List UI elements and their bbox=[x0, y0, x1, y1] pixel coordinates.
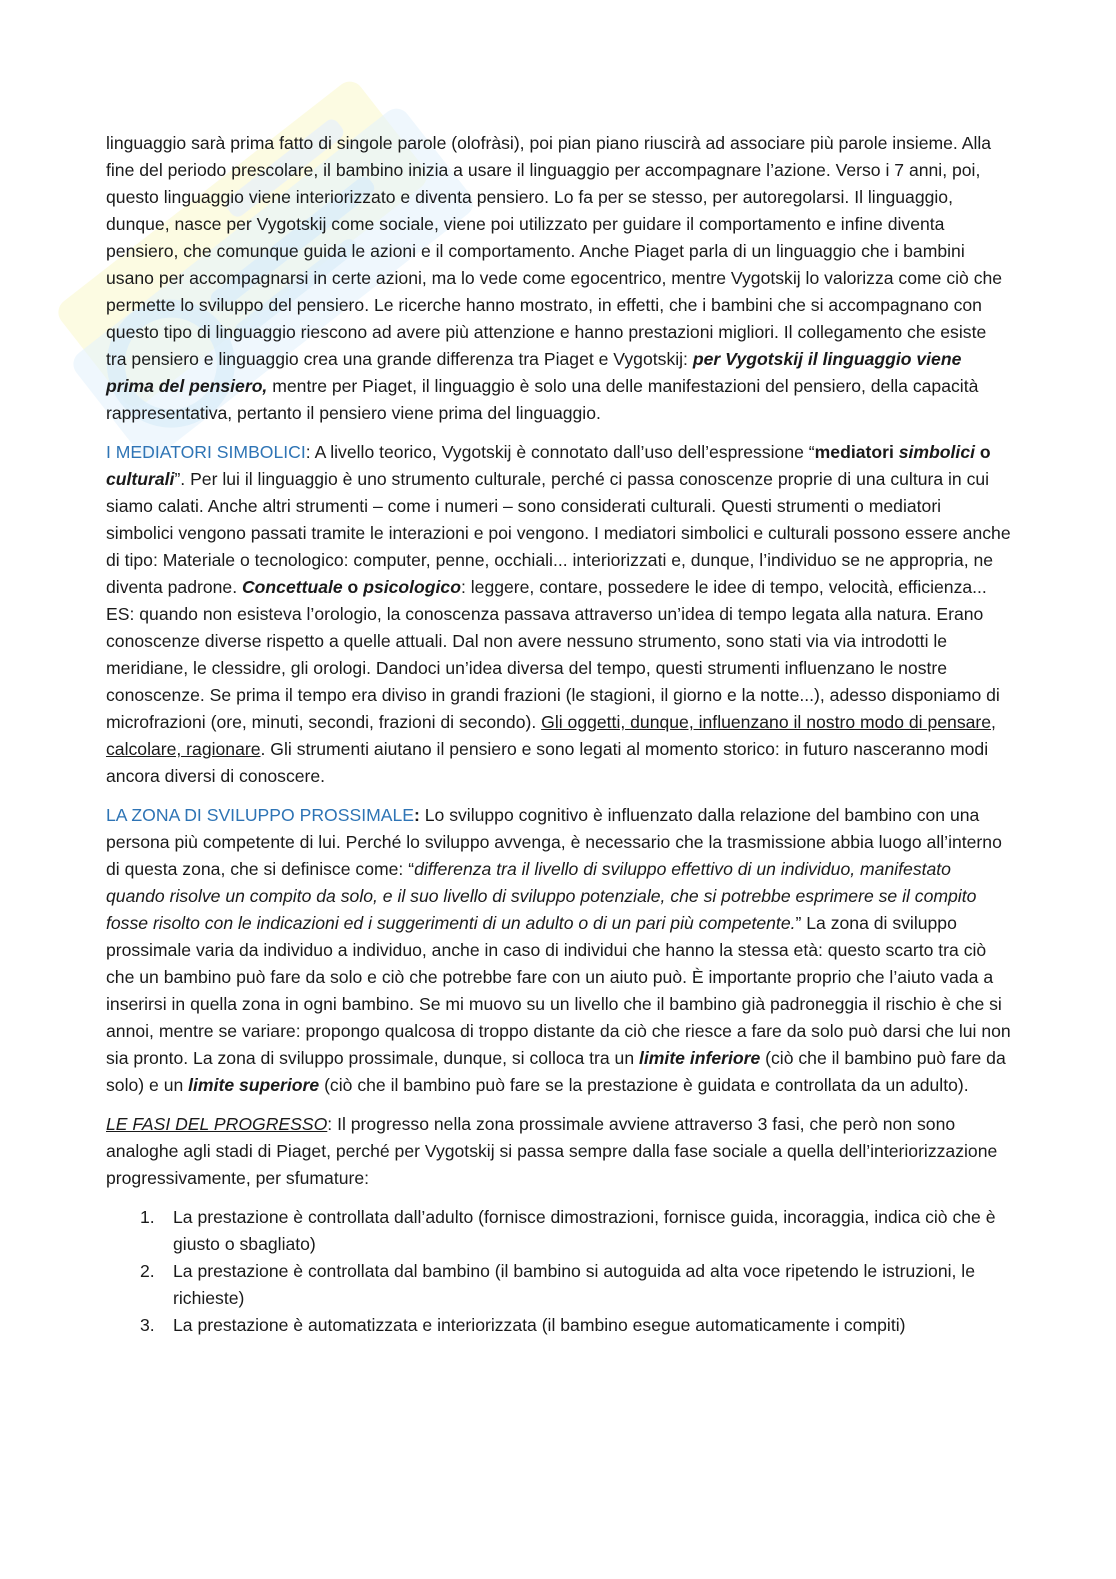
heading-colon: : bbox=[414, 805, 420, 825]
list-number: 3. bbox=[140, 1315, 155, 1335]
list-text: La prestazione è controllata dall’adulto (fornisce dimostrazioni, fornisce guida, incoraggia, indica ciò che è giusto o sbagliato) bbox=[173, 1207, 996, 1254]
list-text: La prestazione è automatizzata e interiorizzata (il bambino esegue automaticamente i compiti) bbox=[173, 1315, 906, 1335]
bold-term: limite inferiore bbox=[639, 1048, 761, 1068]
underlined-text: Gli oggetti, dunque, influenzano il nostro modo di pensare, calcolare, ragionare bbox=[106, 712, 996, 759]
emphasis-text: per Vygotskij il linguaggio viene prima del pensiero, bbox=[106, 349, 962, 396]
bold-term: simbolici bbox=[898, 442, 975, 462]
paragraph-fasi bbox=[106, 1111, 1011, 1192]
paragraph-text: ”. Per lui il linguaggio è uno strumento culturale, perché ci passa conoscenze proprie di una cultura in cui siamo calati. Anche altri strumenti – come i numeri – sono considerati culturali. Questi strumenti o mediatori simbolici vengono passati tramite le interazioni e poi vengono. I mediatori simbolici e culturali possono essere anche di tipo: Materiale o tecnologico: computer, penne, occhiali... interiorizzati e, dunque, l’individuo se ne appropria, ne diventa padrone. bbox=[106, 469, 1011, 597]
list-number: 2. bbox=[140, 1261, 155, 1281]
paragraph-text: . Gli strumenti aiutano il pensiero e sono legati al momento storico: in futuro nasceranno modi ancora diversi di conoscere. bbox=[106, 739, 989, 786]
list-text: La prestazione è controllata dal bambino (il bambino si autoguida ad alta voce ripetendo le istruzioni, le richieste) bbox=[173, 1261, 975, 1308]
paragraph-text: ” La zona di sviluppo prossimale varia da individuo a individuo, anche in caso di individui che hanno la stessa età: questo scarto tra ciò che un bambino può fare da solo e ciò che potrebbe fare con un aiuto può. È importante proprio che l’aiuto vada a inserirsi in quella zona in ogni bambino. Se mi muovo su un livello che il bambino già padroneggia il rischio è che si annoi, mentre se variare: propongo qualcosa di troppo distante da ciò che riesce a fare da solo può darsi che lui non sia pronto. La zona di sviluppo prossimale, dunque, si colloca tra un bbox=[106, 913, 1011, 1068]
bold-term: psicologico bbox=[363, 577, 461, 597]
paragraph-mediatori bbox=[106, 439, 1011, 790]
bold-term: limite superiore bbox=[188, 1075, 320, 1095]
paragraph-zona-sviluppo bbox=[106, 802, 1011, 1099]
paragraph-text: (ciò che il bambino può fare se la prestazione è guidata e controllata da un adulto). bbox=[319, 1075, 969, 1095]
paragraph-text: : leggere, contare, possedere le idee di tempo, velocità, efficienza... ES: quando non esisteva l’orologio, la conoscenza passava attraverso un’idea di tempo legata alla natura. Erano conoscenze diverse rispetto a quelle attuali. Dal non avere nessuno strumento, sono stati via via introdotti le meridiane, le clessidre, gli orologi. Dandoci un’idea diversa del tempo, questi strumenti influenzano le nostre conoscenze. Se prima il tempo era diviso in grandi frazioni (le stagioni, il giorno e la notte...), adesso disponiamo di microfrazioni (ore, minuti, secondi, frazioni di secondo). bbox=[106, 577, 1000, 732]
paragraph-text: (ciò che il bambino può fare da solo) e un bbox=[106, 1048, 1006, 1095]
document-body bbox=[106, 130, 1011, 1339]
quote-text: differenza tra il livello di sviluppo effettivo di un individuo, manifestato quando risolve un compito da solo, e il suo livello di sviluppo potenziale, che si potrebbe esprimere se il compito fosse risolto con le indicazioni ed i suggerimenti di un adulto o di un pari più competente. bbox=[106, 859, 977, 933]
bold-term: culturali bbox=[106, 469, 175, 489]
section-heading: LA ZONA DI SVILUPPO PROSSIMALE bbox=[106, 805, 414, 825]
paragraph-text: linguaggio sarà prima fatto di singole parole (olofràsi), poi pian piano riuscirà ad associare più parole insieme. Alla fine del periodo prescolare, il bambino inizia a usare il linguaggio per accompagnare l’azione. Verso i 7 anni, poi, questo linguaggio viene interiorizzato e diventa pensiero. Lo fa per se stesso, per autoregolarsi. Il linguaggio, dunque, nasce per Vygotskij come sociale, viene poi utilizzato per guidare il comportamento e infine diventa pensiero, che comunque guida le azioni e il comportamento. Anche Piaget parla di un linguaggio che i bambini usano per accompagnarsi in certe azioni, ma lo vede come egocentrico, mentre Vygotskij lo valorizza come ciò che permette lo sviluppo del pensiero. Le ricerche hanno mostrato, in effetti, che i bambini che si accompagnano con questo tipo di linguaggio riescono ad avere più attenzione e hanno prestazioni migliori. Il collegamento che esiste tra pensiero e linguaggio crea una grande differenza tra Piaget e Vygotskij: bbox=[106, 133, 1003, 369]
list-item bbox=[106, 1258, 1011, 1312]
bold-term: o bbox=[975, 442, 991, 462]
paragraph-text: : Il progresso nella zona prossimale avviene attraverso 3 fasi, che però non sono analoghe agli stadi di Piaget, perché per Vygotskij si passa sempre dalla fase sociale a quella dell’interiorizzazione progressivamente, per sfumature: bbox=[106, 1114, 998, 1188]
list-item bbox=[106, 1312, 1011, 1339]
paragraph-text: Lo sviluppo cognitivo è influenzato dalla relazione del bambino con una persona più competente di lui. Perché lo sviluppo avvenga, è necessario che la trasmissione abbia luogo all’interno di questa zona, che si definisce come: “ bbox=[106, 805, 1002, 879]
section-heading: LE FASI DEL PROGRESSO bbox=[106, 1114, 328, 1134]
list-number: 1. bbox=[140, 1207, 155, 1227]
phases-list bbox=[106, 1204, 1011, 1339]
paragraph-text: : A livello teorico, Vygotskij è connotato dall’uso dell’espressione “ bbox=[305, 442, 815, 462]
list-item bbox=[106, 1204, 1011, 1258]
paragraph-linguaggio bbox=[106, 130, 1011, 427]
section-heading: I MEDIATORI SIMBOLICI bbox=[106, 442, 306, 462]
bold-term: o bbox=[342, 577, 364, 597]
bold-term: Concettuale bbox=[241, 577, 343, 597]
bold-term: mediatori bbox=[814, 442, 894, 462]
paragraph-text: mentre per Piaget, il linguaggio è solo una delle manifestazioni del pensiero, della capacità rappresentativa, pertanto il pensiero viene prima del linguaggio. bbox=[106, 376, 979, 423]
